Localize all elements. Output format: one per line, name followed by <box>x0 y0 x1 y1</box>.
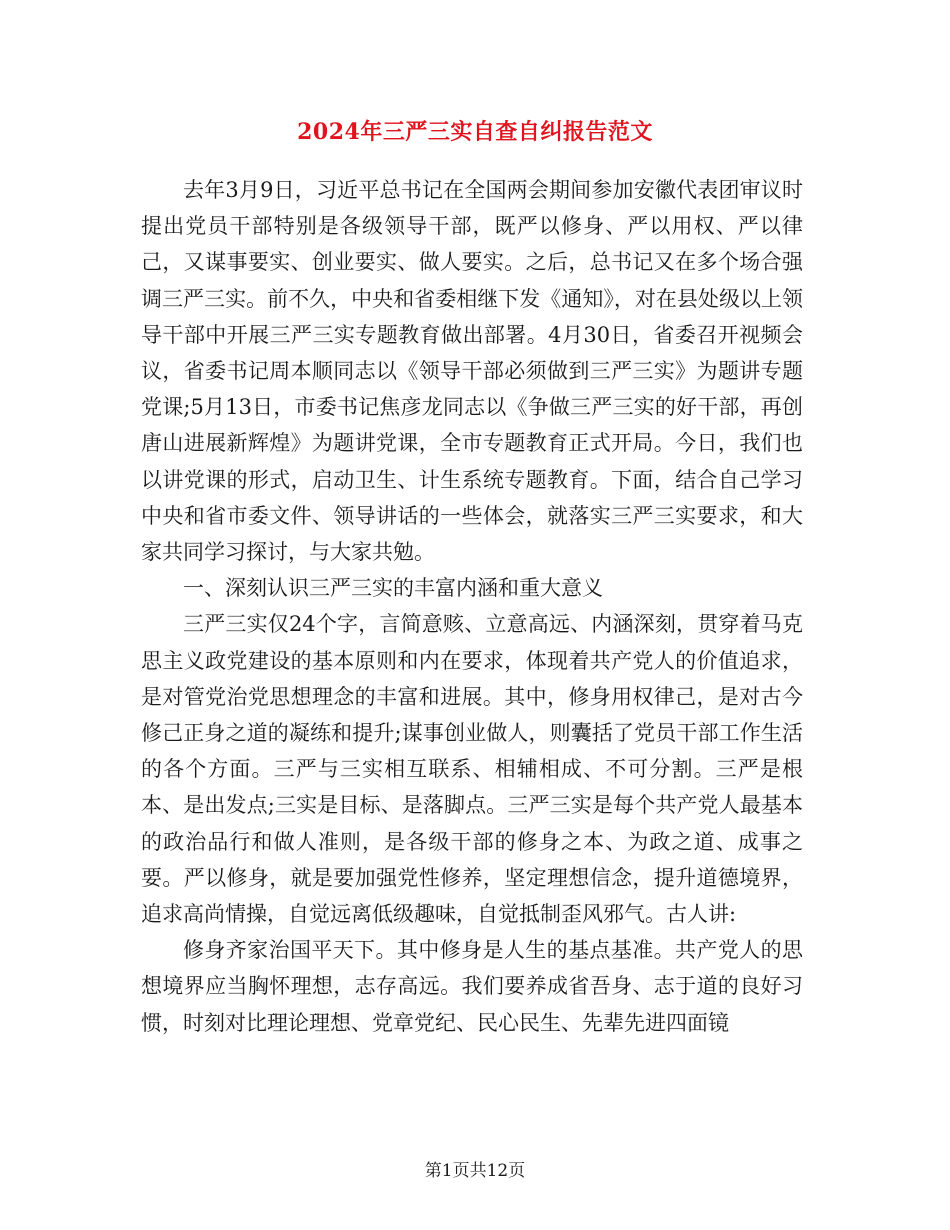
paragraph-self-cultivation: 修身齐家治国平天下。其中修身是人生的基点基准。共产党人的思想境界应当胸怀理想，志存高远。我们要养成省吾身、志于道的良好习惯，时刻对比理论理想、党章党纪、民心民生、先辈先进四面镜 <box>141 938 803 1035</box>
paragraph-meaning: 三严三实仅24个字，言简意赅、立意高远、内涵深刻，贯穿着马克思主义政党建设的基本原则和内在要求，体现着共产党人的价值追求，是对管党治党思想理念的丰富和进展。其中，修身用权律己，是对古今修己正身之道的凝练和提升;谋事创业做人，则囊括了党员干部工作生活的各个方面。三严与三实相互联系、相辅相成、不可分割。三严是根本、是出发点;三实是目标、是落脚点。三严三实是每个共产党人最基本的政治品行和做人准则，是各级干部的修身之本、为政之道、成事之要。严以修身，就是要加强党性修养，坚定理想信念，提升道德境界，追求高尚情操，自觉远离低级趣味，自觉抵制歪风邪气。古人讲: <box>141 612 803 927</box>
document-body <box>141 172 803 1041</box>
page-number-footer: 第1页共12页 <box>424 1161 526 1181</box>
paragraph-intro: 去年3月9日，习近平总书记在全国两会期间参加安徽代表团审议时提出党员干部特别是各级领导干部，既严以修身、严以用权、严以律己，又谋事要实、创业要实、做人要实。之后，总书记又在多个场合强调三严三实。前不久，中央和省委相继下发《通知》，对在县处级以上领导干部中开展三严三实专题教育做出部署。4月30日，省委召开视频会议，省委书记周本顺同志以《领导干部必须做到三严三实》为题讲专题党课;5月13日，市委书记焦彦龙同志以《争做三严三实的好干部，再创唐山进展新辉煌》为题讲党课，全市专题教育正式开局。今日，我们也以讲党课的形式，启动卫生、计生系统专题教育。下面，结合自己学习中央和省市委文件、领导讲话的一些体会，就落实三严三实要求，和大家共同学习探讨，与大家共勉。 <box>141 178 803 565</box>
section-heading-1: 一、深刻认识三严三实的丰富内涵和重大意义 <box>183 576 603 601</box>
document-title: 2024年三严三实自查自纠报告范文 <box>297 119 653 145</box>
